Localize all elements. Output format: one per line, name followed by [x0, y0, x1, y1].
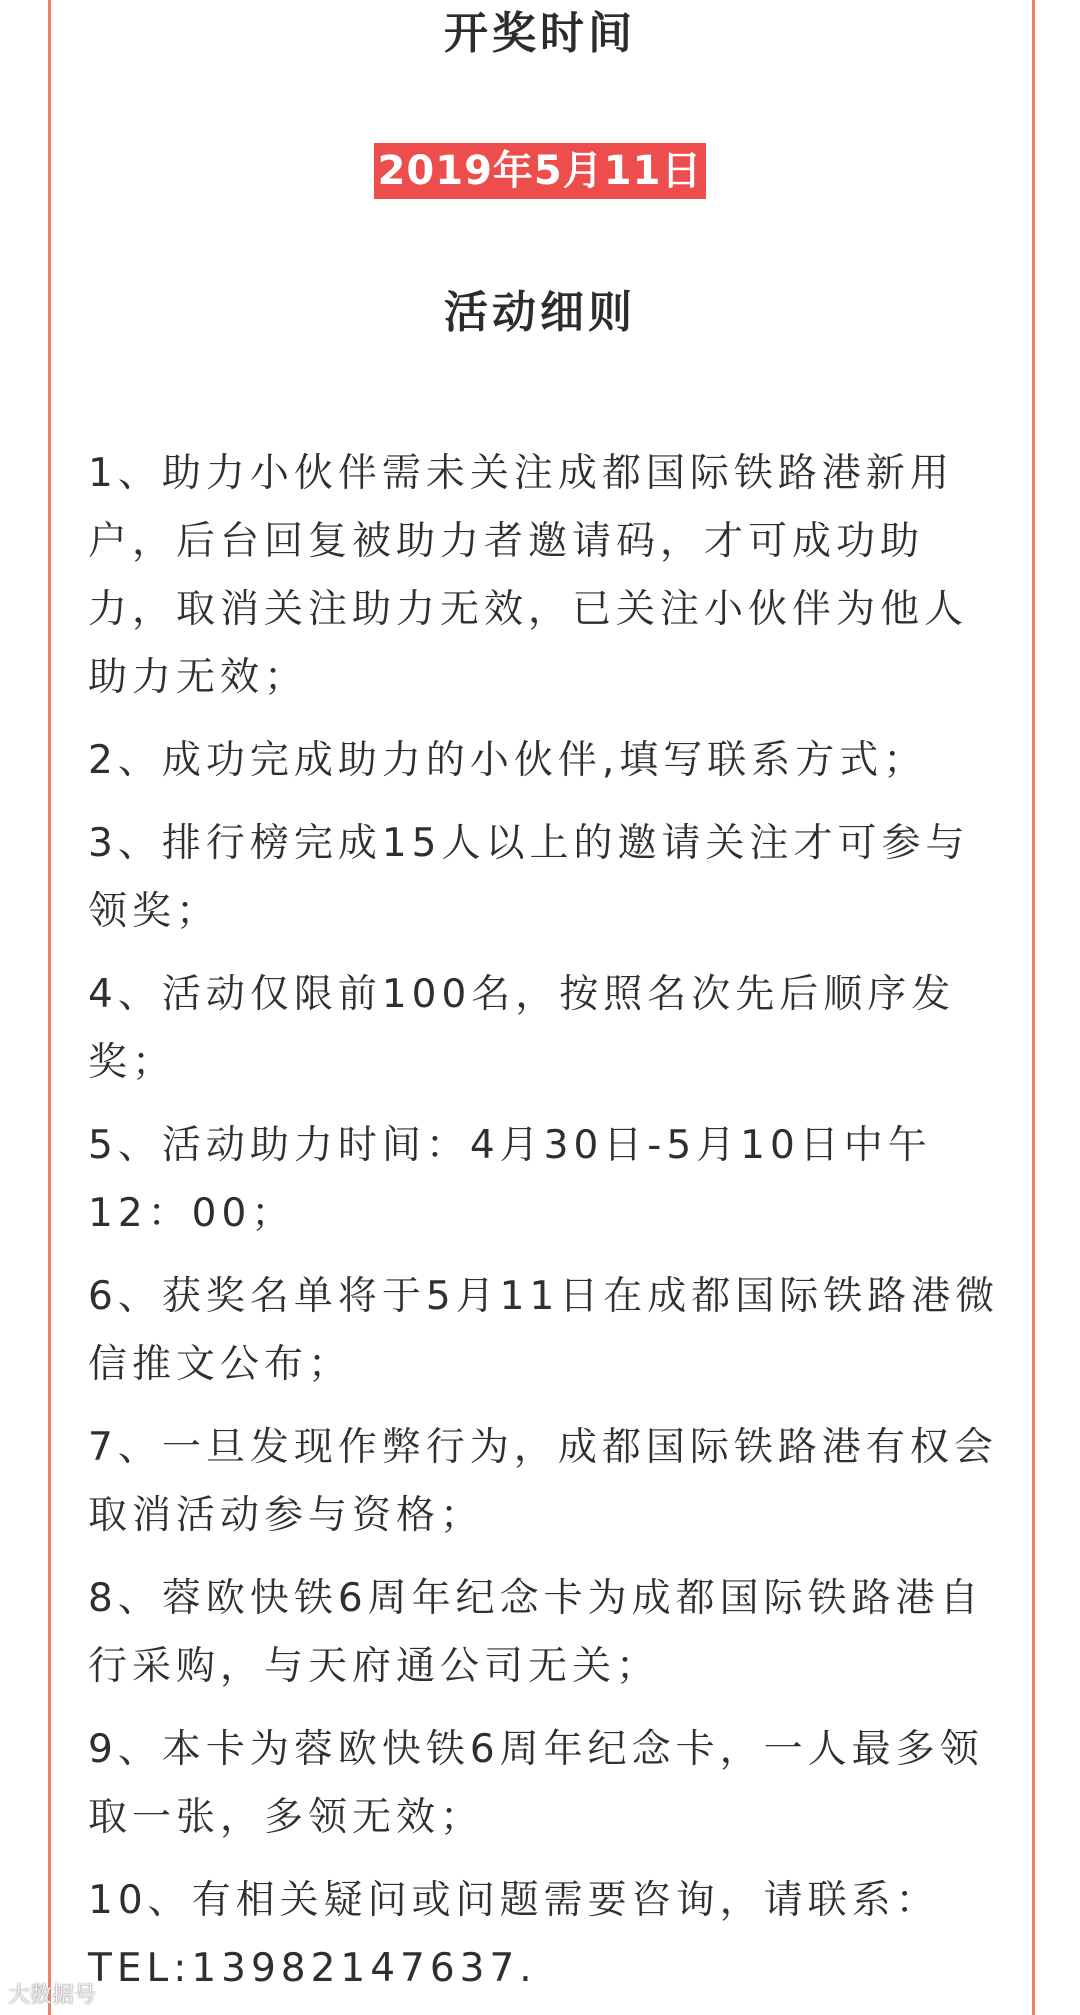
- draw-date-badge: 2019年5月11日: [374, 143, 707, 199]
- rule-item-6: 6、获奖名单将于5月11日在成都国际铁路港微信推文公布；: [88, 1274, 1000, 1387]
- rule-item-10: 10、有相关疑问或问题需要咨询，请联系：TEL:13982147637.: [88, 1878, 940, 1991]
- rule-item-3: 3、排行榜完成15人以上的邀请关注才可参与领奖；: [88, 821, 970, 934]
- rule-item-9: 9、本卡为蓉欧快铁6周年纪念卡，一人最多领取一张，多领无效；: [88, 1727, 984, 1840]
- rule-item-2: 2、成功完成助力的小伙伴,填写联系方式；: [88, 738, 928, 783]
- draw-time-heading: 开奖时间: [444, 8, 636, 59]
- rules-list: [88, 440, 1008, 2015]
- rule-item-1: 1、助力小伙伴需未关注成都国际铁路港新用户，后台回复被助力者邀请码，才可成功助力，取消关注助力无效，已关注小伙伴为他人助力无效；: [88, 451, 969, 700]
- rules-heading: 活动细则: [444, 287, 636, 338]
- watermark: 大数据号: [8, 1983, 97, 2008]
- rule-item-7: 7、一旦发现作弊行为，成都国际铁路港有权会取消活动参与资格；: [88, 1425, 998, 1538]
- rule-item-5: 5、活动助力时间：4月30日-5月10日中午12：00；: [88, 1123, 932, 1236]
- rule-item-4: 4、活动仅限前100名，按照名次先后顺序发奖；: [88, 972, 956, 1085]
- draw-date-container: [0, 143, 1080, 199]
- rule-item-8: 8、蓉欧快铁6周年纪念卡为成都国际铁路港自行采购，与天府通公司无关；: [88, 1576, 984, 1689]
